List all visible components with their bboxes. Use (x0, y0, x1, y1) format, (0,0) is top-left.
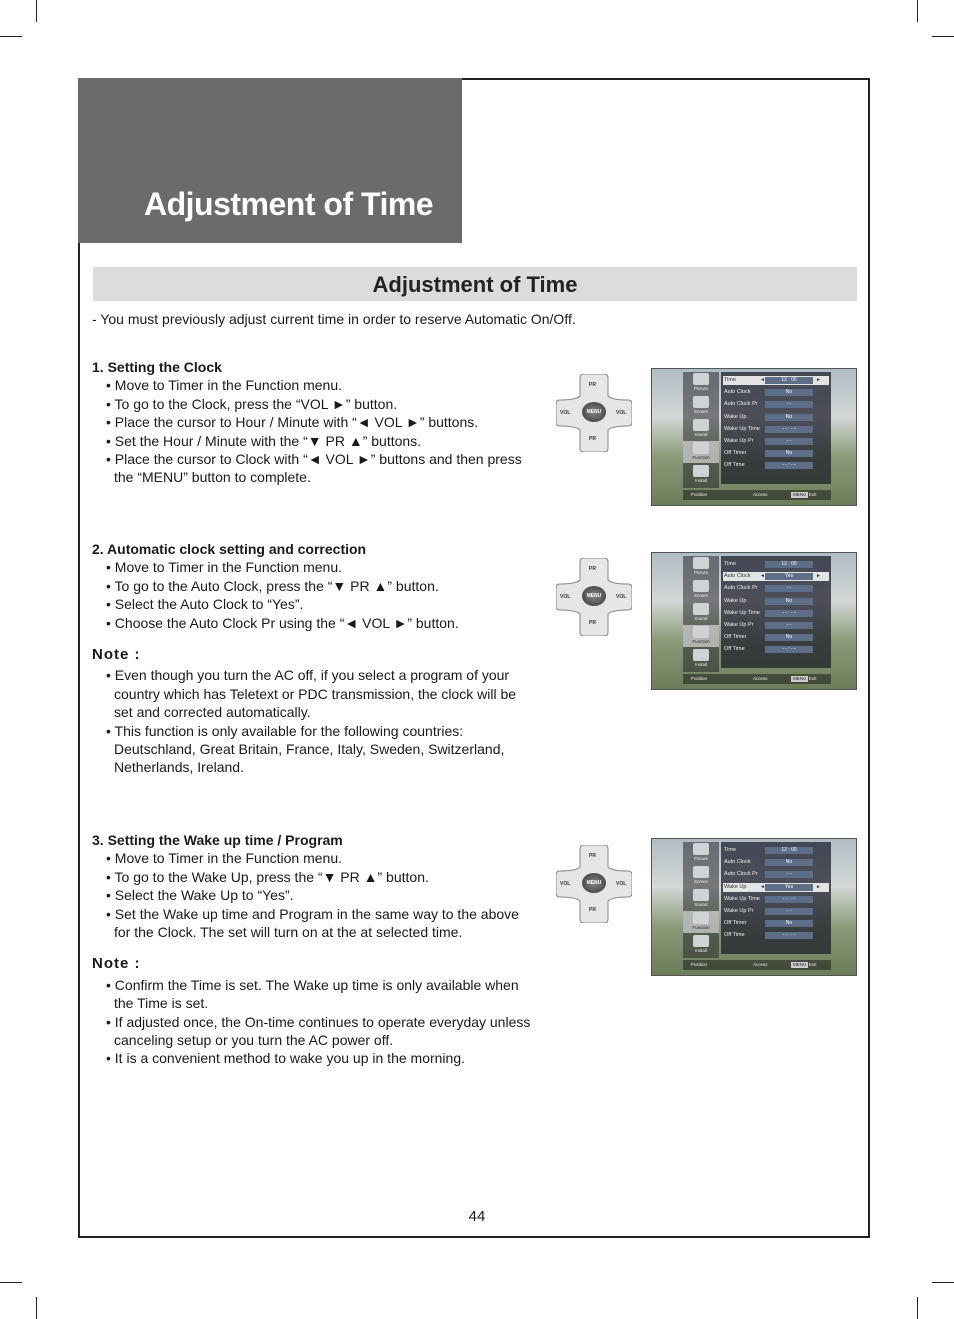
osd-row-name: Wake Up (724, 597, 747, 604)
note-title: Note : (92, 646, 141, 664)
osd-footer (683, 490, 831, 500)
osd-footer-access: Access (753, 962, 768, 967)
osd-row-name: Wake Up Time (724, 425, 760, 432)
osd-footer (683, 674, 831, 684)
osd-row-name: Wake Up Pr (724, 438, 754, 444)
osd-sidebar-label: Screen (693, 879, 709, 884)
crop-mark (917, 1297, 918, 1319)
osd-row-name: Time (724, 377, 737, 383)
arrow-left-icon: ◄ (760, 883, 765, 890)
arrow-right-icon: ► (816, 573, 821, 580)
osd-row-name: Off Timer (724, 920, 747, 927)
osd-row-name: Auto Clock Pr (724, 871, 758, 878)
osd-menu-icon (693, 396, 709, 408)
crop-mark (917, 0, 918, 22)
osd-menu-row (723, 895, 829, 904)
osd-row-value: - - : - - (765, 646, 813, 653)
instruction-item: • Move to Timer in the Function menu. (106, 377, 343, 394)
osd-row-value: - - (765, 622, 813, 629)
instruction-item: • Select the Wake Up to “Yes”. (106, 887, 294, 904)
osd-footer-exit: Exit (809, 962, 817, 967)
osd-row-name: Off Time (724, 646, 745, 653)
instruction-block-clock (92, 358, 538, 487)
remote-control-illustration (556, 374, 632, 452)
osd-menu-row (723, 609, 829, 618)
osd-row-name: Off Time (724, 932, 745, 939)
osd-row-name: Wake Up Pr (724, 908, 754, 914)
osd-row-name: Wake Up Time (724, 609, 760, 616)
osd-sidebar-label: Screen (693, 409, 709, 414)
osd-menu-row (723, 400, 829, 409)
osd-menu-icon (693, 889, 709, 901)
osd-menu-row (723, 597, 829, 606)
osd-menu-row (723, 388, 829, 397)
osd-sidebar (683, 556, 719, 672)
note-item: • It is a convenient method to wake you up in the morning. (106, 1050, 465, 1067)
crop-mark (36, 1297, 37, 1319)
osd-menu-row (723, 919, 829, 928)
osd-row-value: - - : - - (765, 462, 813, 469)
section-title: Adjustment of Time (372, 272, 578, 297)
osd-row-value: 12 : 00 (765, 561, 813, 568)
osd-menu-icon (693, 465, 709, 477)
pr-down-label: PR (589, 907, 596, 913)
osd-sidebar-item (683, 865, 719, 887)
instruction-item: • Set the Wake up time and Program in the same way to the above for the Clock. The set will turn on at the at selected time. (106, 905, 519, 941)
osd-menu-icon (693, 866, 709, 878)
instruction-block-auto-clock (92, 540, 538, 777)
arrow-right-icon: ► (816, 883, 821, 890)
block-heading: 3. Setting the Wake up time / Program (92, 832, 343, 848)
osd-menu-icon (693, 442, 709, 454)
vol-right-label: VOL (616, 410, 627, 416)
osd-row-value: - - (765, 908, 813, 915)
osd-footer-exit: Exit (809, 492, 817, 497)
osd-row-value: - - (765, 585, 813, 592)
note-item: • Confirm the Time is set. The Wake up time is only available when the Time is set. (106, 976, 519, 1012)
section-bar (93, 267, 857, 301)
osd-sidebar-label: Picture (693, 856, 708, 861)
osd-sidebar-item (683, 464, 719, 486)
osd-row-value: - - : - - (765, 896, 813, 903)
vol-left-label: VOL (560, 594, 571, 600)
osd-row-value: 12 : 00 (765, 377, 813, 384)
osd-menu-row (723, 907, 829, 916)
osd-sidebar-item (683, 372, 719, 394)
note-item: • This function is only available for the following countries: Deutschland, Great Britain, France, Italy, Sweden, Switzerland, Netherlands, Ireland. (106, 722, 505, 776)
tv-menu-screenshot (651, 368, 857, 506)
osd-footer-menu: MENU (793, 962, 807, 967)
vol-right-label: VOL (616, 594, 627, 600)
arrow-left-icon: ◄ (760, 377, 765, 383)
osd-sidebar-item (683, 934, 719, 956)
osd-menu-icon (693, 580, 709, 592)
menu-button-icon: MENU (582, 586, 606, 606)
osd-footer-position: Position (691, 676, 708, 681)
osd-row-value: - - : - - (765, 426, 813, 433)
osd-footer-access: Access (753, 676, 768, 681)
osd-sidebar (683, 842, 719, 958)
osd-row-name: Wake Up (724, 413, 747, 420)
osd-menu-icon (693, 649, 709, 661)
osd-menu-row (723, 633, 829, 642)
osd-row-value: Yes (765, 884, 813, 891)
osd-menu-row (723, 560, 829, 569)
tv-menu-screenshot (651, 838, 857, 976)
osd-menu-row (723, 413, 829, 422)
osd-row-value: - - (765, 438, 813, 445)
osd-menu-icon (693, 557, 709, 569)
vol-right-label: VOL (616, 881, 627, 887)
osd-row-name: Off Timer (724, 450, 747, 457)
osd-sidebar-item (683, 579, 719, 601)
osd-sidebar-item (683, 648, 719, 670)
osd-menu-row (723, 572, 829, 581)
osd-menu-row (723, 870, 829, 879)
osd-menu-icon (693, 935, 709, 947)
osd-row-value: No (765, 859, 813, 866)
pr-up-label: PR (589, 382, 596, 388)
instruction-item: • Set the Hour / Minute with the “▼ PR ▲” buttons. (106, 432, 422, 449)
note-title: Note : (92, 955, 141, 973)
osd-row-name: Wake Up Time (724, 895, 760, 902)
osd-footer-menu: MENU (793, 492, 807, 497)
block-heading: 2. Automatic clock setting and correction (92, 541, 367, 557)
osd-sidebar-item (683, 395, 719, 417)
osd-menu-row (723, 376, 829, 385)
page-number: 44 (468, 1208, 486, 1225)
osd-sidebar-item (683, 911, 719, 933)
vol-left-label: VOL (560, 881, 571, 887)
osd-menu-row (723, 858, 829, 867)
osd-sidebar-item (683, 888, 719, 910)
osd-sidebar-label: Picture (693, 386, 708, 391)
osd-sidebar-label: Sound (694, 432, 708, 437)
osd-sidebar-label: Function (692, 639, 710, 644)
osd-menu-row (723, 461, 829, 470)
pr-up-label: PR (589, 566, 596, 572)
osd-menu-row (723, 883, 829, 892)
page-title: Adjustment of Time (144, 186, 434, 222)
osd-menu-row (723, 645, 829, 654)
osd-menu-row (723, 425, 829, 434)
crop-mark (36, 0, 37, 22)
pr-up-label: PR (589, 853, 596, 859)
osd-row-value: 12 : 00 (765, 847, 813, 854)
osd-sidebar-label: Install (695, 948, 707, 953)
osd-sidebar-item (683, 842, 719, 864)
note-item: • Even though you turn the AC off, if you select a program of your country which has Teletext or PDC transmission, the clock will be set and corrected automatically. (106, 667, 517, 721)
instruction-item: • Choose the Auto Clock Pr using the “◄ VOL ►” button. (106, 614, 459, 631)
instruction-item: • To go to the Auto Clock, press the “▼ PR ▲” button. (106, 577, 439, 594)
crop-mark (0, 36, 22, 37)
osd-row-value: - - (765, 871, 813, 878)
osd-sidebar-item (683, 556, 719, 578)
osd-row-name: Wake Up (724, 883, 747, 890)
osd-menu-row (723, 449, 829, 458)
osd-sidebar-label: Picture (693, 570, 708, 575)
instruction-item: • Place the cursor to Clock with “◄ VOL ►” buttons and then press the “MENU” button to complete. (106, 451, 522, 486)
osd-row-value: No (765, 634, 813, 641)
vol-left-label: VOL (560, 410, 571, 416)
osd-sidebar-label: Function (692, 925, 710, 930)
osd-menu-row (723, 584, 829, 593)
arrow-left-icon: ◄ (760, 573, 765, 580)
osd-timer-panel (721, 556, 831, 668)
osd-row-value: - - : - - (765, 610, 813, 617)
osd-menu-icon (693, 843, 709, 855)
osd-footer-menu: MENU (793, 676, 807, 681)
osd-sidebar-label: Sound (694, 902, 708, 907)
instruction-item: • Place the cursor to Hour / Minute with “◄ VOL ►” buttons. (106, 414, 479, 431)
osd-row-name: Off Timer (724, 634, 747, 641)
osd-sidebar-label: Screen (693, 593, 709, 598)
note-item: • If adjusted once, the On-time continues to operate everyday unless canceling setup or you turn the AC power off. (106, 1013, 531, 1049)
crop-mark (932, 1282, 954, 1283)
instruction-item: • Select the Auto Clock to “Yes”. (106, 596, 304, 613)
osd-menu-icon (693, 419, 709, 431)
osd-sidebar-item (683, 602, 719, 624)
osd-sidebar-label: Install (695, 478, 707, 483)
osd-sidebar-label: Function (692, 455, 710, 460)
osd-timer-panel (721, 372, 831, 484)
instruction-item: • To go to the Wake Up, press the “▼ PR ▲” button. (106, 868, 429, 885)
instruction-item: • To go to the Clock, press the “VOL ►” button. (106, 395, 398, 412)
osd-row-name: Auto Clock (724, 389, 751, 396)
remote-control-illustration (556, 558, 632, 636)
pr-down-label: PR (589, 436, 596, 442)
osd-row-name: Auto Clock (724, 573, 751, 580)
osd-footer-exit: Exit (809, 676, 817, 681)
block-heading: 1. Setting the Clock (92, 359, 222, 375)
osd-row-value: No (765, 414, 813, 421)
remote-control-illustration (556, 845, 632, 923)
intro-text: - You must previously adjust current time in order to reserve Automatic On/Off. (92, 311, 576, 327)
osd-sidebar (683, 372, 719, 488)
osd-footer-position: Position (691, 962, 708, 967)
instruction-item: • Move to Timer in the Function menu. (106, 850, 343, 867)
osd-row-value: - - (765, 401, 813, 408)
osd-footer-access: Access (753, 492, 768, 497)
menu-button-icon: MENU (582, 873, 606, 893)
osd-row-name: Time (724, 561, 737, 567)
instruction-item: • Move to Timer in the Function menu. (106, 559, 343, 576)
osd-row-name: Wake Up Pr (724, 622, 754, 628)
osd-menu-icon (693, 603, 709, 615)
osd-menu-row (723, 846, 829, 855)
osd-menu-row (723, 437, 829, 446)
crop-mark (0, 1282, 22, 1283)
osd-sidebar-label: Sound (694, 616, 708, 621)
osd-row-name: Time (724, 847, 737, 853)
osd-footer (683, 960, 831, 970)
osd-sidebar-label: Install (695, 662, 707, 667)
osd-sidebar-item (683, 418, 719, 440)
menu-button-icon: MENU (582, 402, 606, 422)
osd-row-value: No (765, 450, 813, 457)
osd-footer-position: Position (691, 492, 708, 497)
arrow-right-icon: ► (816, 377, 821, 383)
osd-row-name: Auto Clock Pr (724, 585, 758, 592)
osd-menu-icon (693, 373, 709, 385)
osd-sidebar-item (683, 625, 719, 647)
osd-menu-row (723, 621, 829, 630)
osd-row-name: Auto Clock Pr (724, 401, 758, 408)
tv-menu-screenshot (651, 552, 857, 690)
crop-mark (932, 36, 954, 37)
osd-row-value: - - : - - (765, 932, 813, 939)
osd-row-value: No (765, 920, 813, 927)
osd-row-value: Yes (765, 573, 813, 580)
osd-sidebar-item (683, 441, 719, 463)
osd-row-name: Off Time (724, 462, 745, 469)
osd-menu-row (723, 931, 829, 940)
osd-menu-icon (693, 912, 709, 924)
pr-down-label: PR (589, 620, 596, 626)
osd-row-name: Auto Clock (724, 859, 751, 866)
instruction-block-wake-up (92, 831, 538, 1068)
osd-timer-panel (721, 842, 831, 954)
osd-menu-icon (693, 626, 709, 638)
osd-row-value: No (765, 598, 813, 605)
osd-row-value: No (765, 389, 813, 396)
